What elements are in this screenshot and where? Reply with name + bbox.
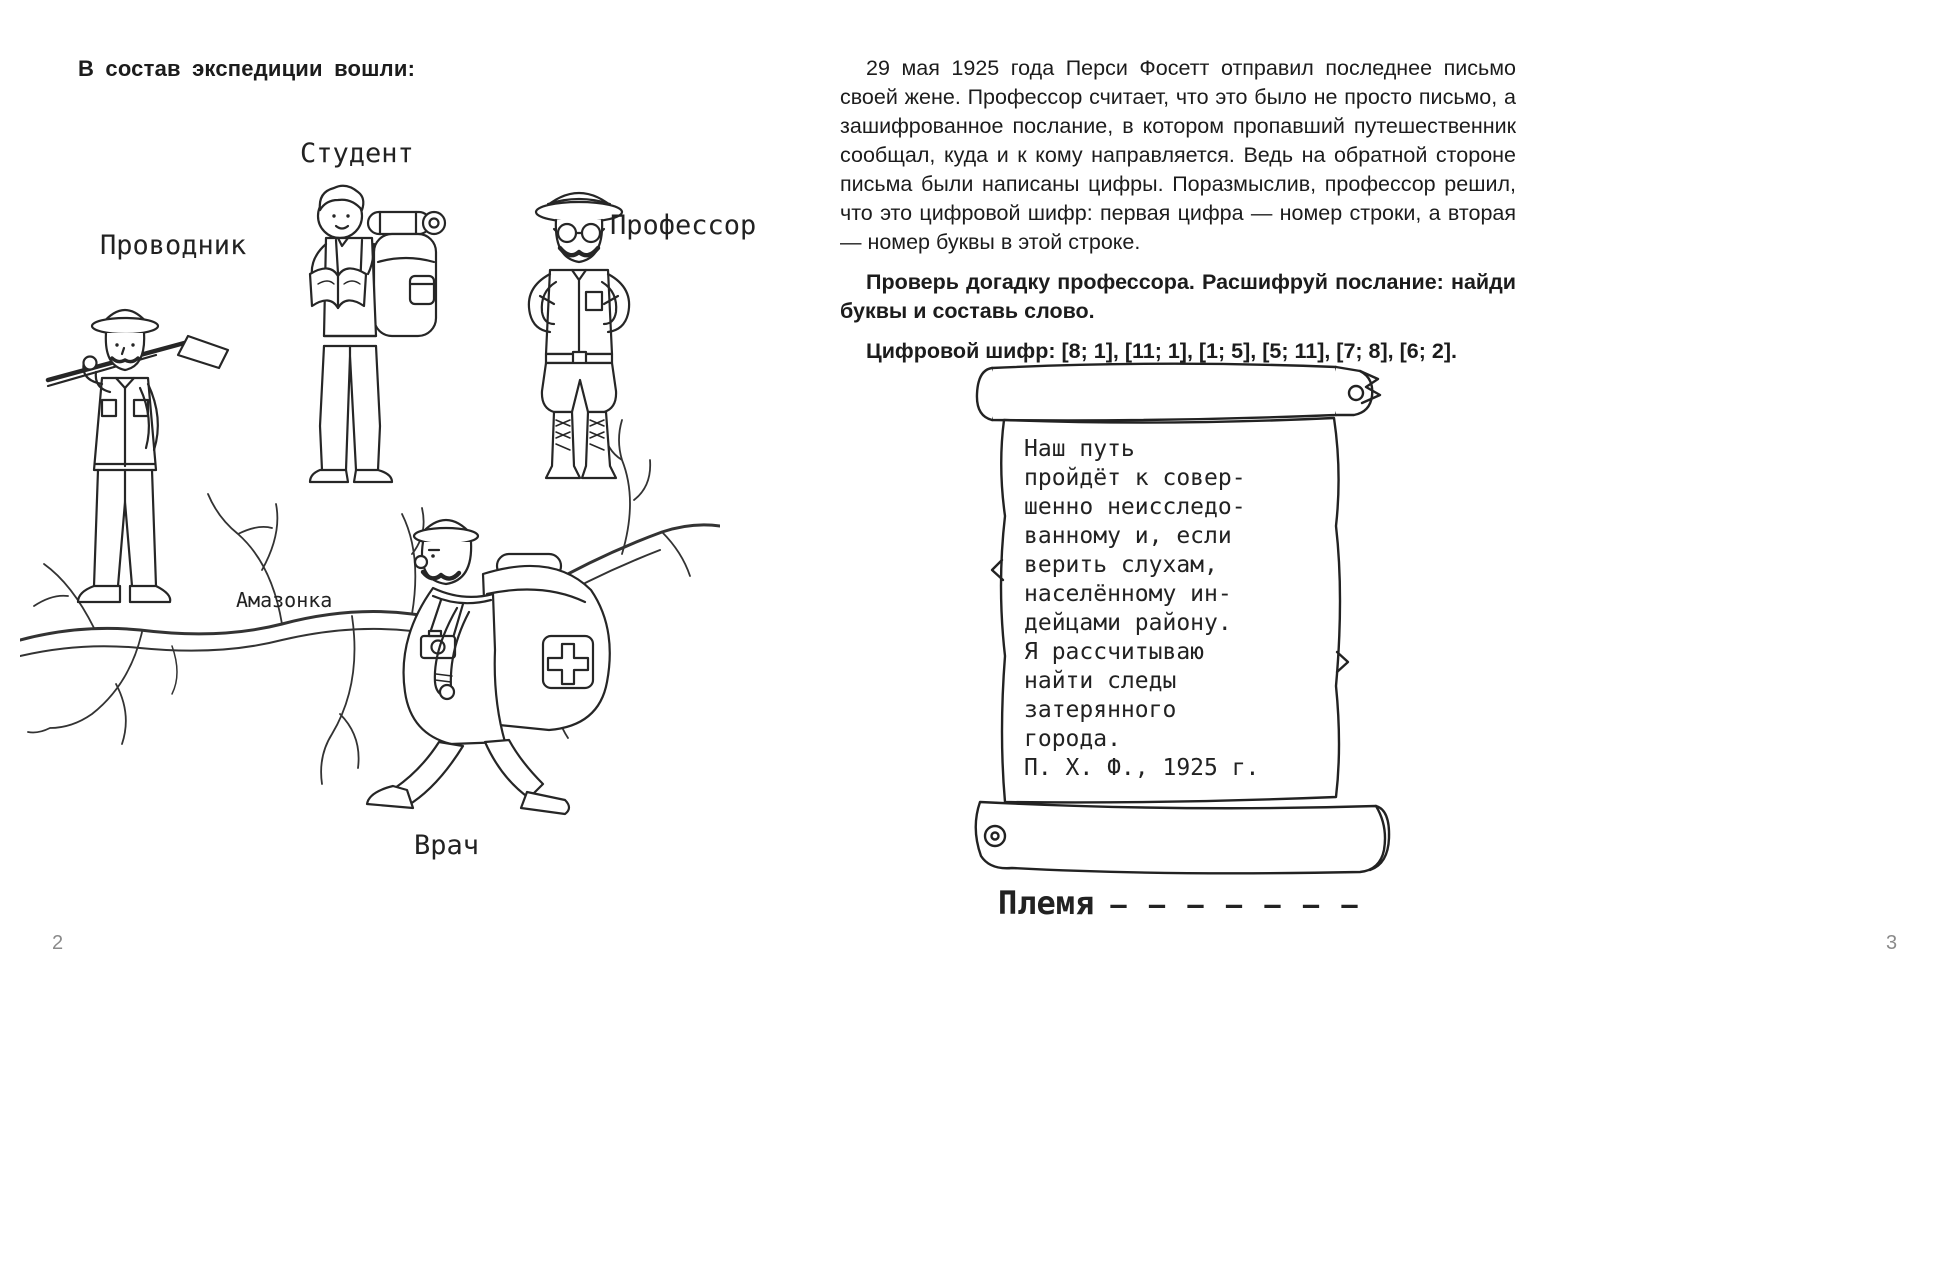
page-number-left: 2 [52,932,64,954]
scroll-line: дейцами району. [1024,610,1232,636]
scroll-line: П. Х. Ф., 1925 г. [1024,755,1260,781]
task-paragraph: Проверь догадку профессора. Расшифруй послание: найди буквы и составь слово. [840,270,1516,323]
scroll-line: Я рассчитываю [1024,639,1205,665]
expedition-heading: В состав экспедиции вошли: [78,56,416,81]
right-text-block [840,54,1516,377]
character-label-guide: Проводник [100,230,247,261]
cipher-value: [8; 1], [11; 1], [1; 5], [5; 11], [7; 8], [6; 2]. [1061,339,1457,363]
cipher-label: Цифровой шифр: [866,339,1056,363]
scroll-line: населённому ин- [1024,581,1232,607]
answer-line [998,884,1361,922]
scroll-line: затерянного [1024,697,1177,723]
river-label: Амазонка [236,588,333,612]
student-illustration [276,170,456,500]
scroll-line: Наш путь [1024,436,1135,462]
scroll-line: найти следы [1024,668,1177,694]
doctor-illustration [333,490,643,845]
scroll-line: города. [1024,726,1121,752]
character-label-student: Студент [300,138,414,169]
scroll-line: пройдёт к совер- [1024,465,1246,491]
intro-paragraph: 29 мая 1925 года Перси Фосетт отправил последнее письмо своей жене. Профессор считает, что это было не просто письмо, а зашифрованное послание, в котором пропавший путешественник сообщал, куда и к кому направляется. Ведь на обратной стороне письма были написаны цифры. Поразмыслив, профессор решил, что это цифровой шифр: первая цифра — номер строки, а вторая — номер буквы в этой строке. [840,56,1516,254]
scroll-line: ванному и, если [1024,523,1232,549]
scroll-line: верить слухам, [1024,552,1218,578]
letter-scroll [962,354,1407,886]
scroll-illustration [962,354,1407,886]
answer-blanks: — — — — — — — [1110,890,1361,921]
scroll-line: шенно неисследо- [1024,494,1246,520]
character-label-doctor: Врач [414,830,480,861]
character-label-professor: Профессор [610,210,757,241]
guide-illustration [38,262,243,622]
answer-label: Племя [998,884,1095,922]
page-number-right: 3 [1886,932,1898,954]
